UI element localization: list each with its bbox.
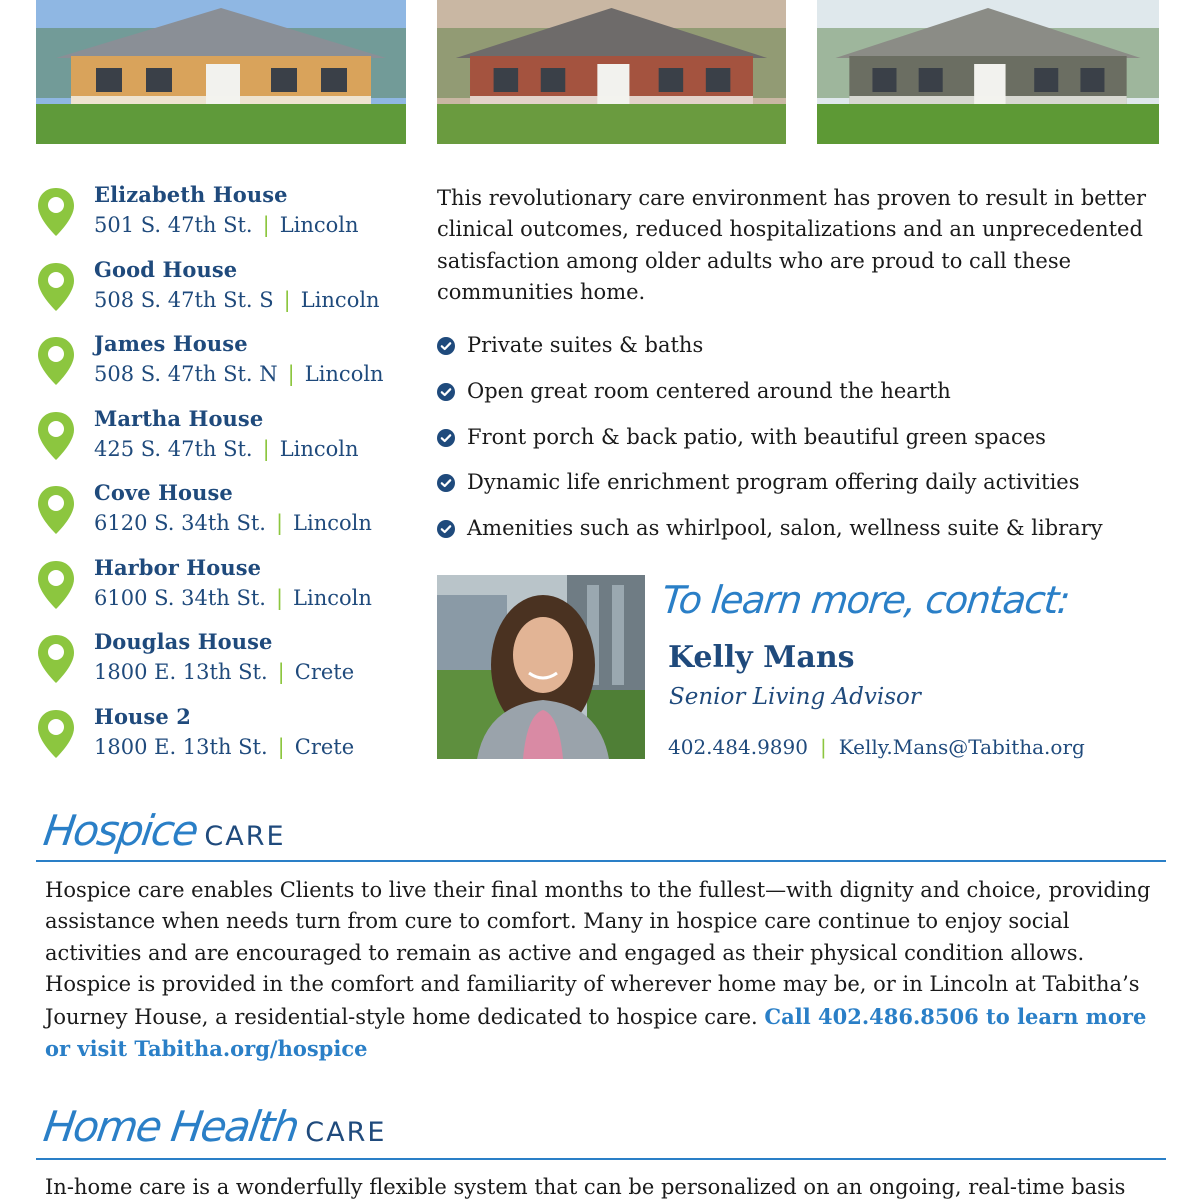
map-pin-icon — [36, 410, 76, 462]
location-address: 1800 E. 13th St. — [94, 734, 268, 759]
check-circle-icon — [437, 429, 455, 447]
location-address-line — [94, 732, 416, 762]
home-health-heading-caps: CARE — [305, 1117, 387, 1148]
location-city: Lincoln — [300, 287, 380, 312]
location-address-line — [94, 285, 416, 315]
hospice-heading-caps: CARE — [204, 821, 286, 852]
map-pin-icon — [36, 261, 76, 313]
separator: | — [819, 735, 827, 759]
check-circle-icon — [437, 474, 455, 492]
contact-heading: To learn more, contact: — [659, 578, 1072, 622]
location-item — [36, 255, 416, 330]
location-list — [36, 180, 416, 776]
hospice-body: Hospice care enables Clients to live their final months to the fullest—with dignity and choice, providing assistance when needs turn from cure to comfort. Many in hospice care continue to enjoy social activities and are encouraged to remain as active and engaged as their physical condition allows. Hospice is provided in the comfort and familiarity of wherever home may be, or in Lincoln at Tabitha’s Journey House, a residential-style home dedicated to hospice care. — [45, 878, 1151, 1029]
location-address: 1800 E. 13th St. — [94, 660, 268, 684]
feature-item — [437, 419, 1177, 465]
location-name: Douglas House — [94, 629, 273, 654]
contact-details — [668, 735, 1085, 759]
feature-text: Private suites & baths — [467, 333, 704, 357]
separator: | — [287, 362, 295, 386]
separator: | — [262, 436, 270, 461]
location-name: Cove House — [94, 480, 233, 505]
location-city: Lincoln — [304, 362, 384, 386]
separator: | — [275, 585, 284, 610]
map-pin-icon — [36, 633, 76, 685]
separator: | — [262, 213, 270, 237]
location-item — [36, 627, 416, 702]
home-health-heading-script: Home Health — [40, 1102, 301, 1151]
home-health-heading — [36, 1094, 1166, 1160]
location-address: 425 S. 47th St. — [94, 436, 253, 461]
location-address-line — [94, 657, 416, 687]
location-city: Crete — [294, 660, 355, 684]
check-circle-icon — [437, 383, 455, 401]
map-pin-icon — [36, 559, 76, 611]
location-city: Lincoln — [279, 213, 359, 237]
location-item — [36, 478, 416, 553]
check-circle-icon — [437, 337, 455, 355]
separator: | — [283, 287, 291, 312]
brick-house-photo — [437, 0, 786, 144]
hospice-link[interactable]: Call 402.486.8506 to learn more or visit Tabitha.org/hospice — [45, 1003, 1147, 1062]
feature-item — [437, 327, 1177, 373]
location-address: 508 S. 47th St. S — [94, 287, 274, 312]
intro-paragraph: This revolutionary care environment has proven to result in better clinical outcomes, reduced hospitalizations and an unprecedented satisfaction among older adults who are proud to call these communities home. — [437, 186, 1147, 304]
map-pin-icon — [36, 186, 76, 238]
feature-text: Front porch & back patio, with beautiful green spaces — [467, 424, 1046, 449]
feature-item — [437, 464, 1177, 510]
map-pin-icon — [36, 335, 76, 387]
location-name: Martha House — [94, 405, 264, 431]
map-pin-icon — [36, 484, 76, 536]
location-city: Lincoln — [293, 511, 372, 535]
location-name: Good House — [94, 256, 238, 282]
hospice-paragraph — [45, 875, 1165, 1065]
contact-email-link[interactable]: Kelly.Mans@Tabitha.org — [838, 735, 1085, 759]
feature-item — [437, 373, 1177, 419]
location-item — [36, 553, 416, 628]
feature-item — [437, 510, 1177, 556]
location-address-line — [94, 359, 416, 389]
location-item — [36, 404, 416, 479]
location-name: James House — [94, 331, 248, 356]
separator: | — [275, 511, 284, 535]
location-address: 508 S. 47th St. N — [94, 362, 278, 386]
contact-title: Senior Living Advisor — [669, 684, 921, 710]
contact-phone-link[interactable]: 402.484.9890 — [668, 735, 808, 759]
separator: | — [277, 734, 285, 759]
separator: | — [277, 660, 285, 684]
location-city: Crete — [294, 734, 355, 759]
location-address-line — [94, 210, 416, 240]
location-address: 501 S. 47th St. — [94, 213, 253, 237]
location-item — [36, 180, 416, 255]
location-address: 6100 S. 34th St. — [94, 585, 266, 610]
location-city: Lincoln — [293, 585, 372, 610]
location-name: House 2 — [94, 703, 191, 729]
location-item — [36, 702, 416, 777]
home-health-paragraph: In-home care is a wonderfully flexible system that can be personalized on an ongoing, real-time basis — [45, 1175, 1126, 1199]
location-address-line — [94, 583, 416, 613]
location-address-line — [94, 508, 416, 538]
feature-text: Dynamic life enrichment program offering daily activities — [467, 470, 1080, 495]
hospice-heading — [36, 800, 1166, 862]
location-city: Lincoln — [279, 436, 359, 461]
location-address-line — [94, 434, 416, 464]
feature-text: Open great room centered around the hearth — [467, 378, 951, 403]
hospice-heading-script: Hospice — [40, 806, 200, 855]
feature-list — [437, 327, 1177, 556]
advisor-photo — [437, 575, 645, 759]
location-name: Harbor House — [94, 554, 262, 580]
location-item — [36, 329, 416, 404]
location-name: Elizabeth House — [94, 182, 288, 207]
map-pin-icon — [36, 708, 76, 760]
feature-text: Amenities such as whirlpool, salon, wellness suite & library — [467, 516, 1103, 541]
check-circle-icon — [437, 520, 455, 538]
gray-house-photo — [817, 0, 1159, 144]
location-address: 6120 S. 34th St. — [94, 511, 266, 535]
elizabeth-house-photo — [36, 0, 406, 144]
contact-name: Kelly Mans — [668, 640, 855, 675]
